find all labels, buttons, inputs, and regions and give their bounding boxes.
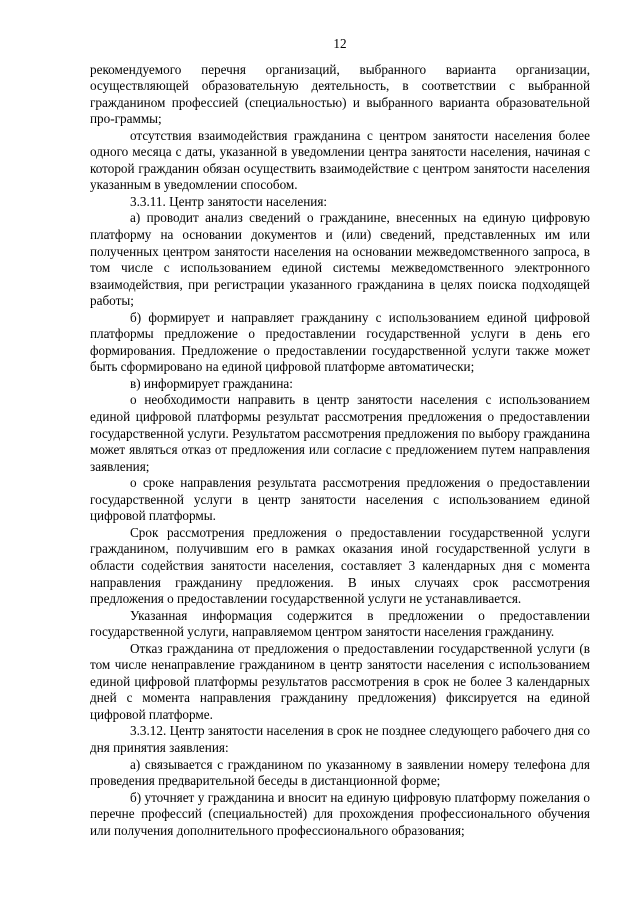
paragraph: а) связывается с гражданином по указанному в заявлении номеру телефона для проведения предварительной беседы в дистанционной форме; xyxy=(90,756,590,789)
section-heading: 3.3.11. Центр занятости населения: xyxy=(130,193,328,209)
section-heading: 3.3.12. Центр занятости населения в срок не позднее следующего рабочего дня со дня принятия заявления: xyxy=(90,723,590,755)
paragraph: Указанная информация содержится в предложении о предоставлении государственной услуги, направляемом центром занятости населения гражданину. xyxy=(90,607,590,640)
paragraph: рекомендуемого перечня организаций, выбранного варианта организации, осуществляющей образовательную деятельность, в соответствии с выбранной гражданином профессией (специальностью) и выбранного варианта образовательной про-граммы; xyxy=(90,61,590,127)
paragraph: Отказ гражданина от предложения о предоставлении государственной услуги (в том числе ненаправление гражданином в центр занятости населения с использованием единой цифровой платформы результатов рассмотрения в срок не более 3 календарных дней с момента направления гражданину предложения) фиксируется на единой цифровой платформе. xyxy=(90,640,590,722)
document-page xyxy=(90,36,590,839)
page-number: 12 xyxy=(333,36,347,51)
paragraph: б) формирует и направляет гражданину с использованием единой цифровой платформы предложение о предоставлении государственной услуги в день его формирования. Предложение о предоставлении государственной услуги также может быть сформировано на единой цифровой платформе автоматически; xyxy=(90,309,590,375)
paragraph: отсутствия взаимодействия гражданина с центром занятости населения более одного месяца с даты, указанной в уведомлении центра занятости населения, начиная с которой гражданин обязан осуществить взаимодействие с центром занятости населения указанным в уведомлении способом. xyxy=(90,127,590,193)
paragraph: о необходимости направить в центр занятости населения с использованием единой цифровой платформы результат рассмотрения предложения о предоставлении государственной услуги. Результатом рассмотрения предложения по выбору гражданина может являться отказ от предложения или согласие с предложением путем направления заявления; xyxy=(90,392,590,474)
paragraph: а) проводит анализ сведений о гражданине, внесенных на единую цифровую платформу на основании документов и (или) сведений, представленных им или полученных центром занятости населения на основании межведомственного запроса, в том числе с использованием единой системы межведомственного электронного взаимодействия, при регистрации указанного гражданина в целях поиска подходящей работы; xyxy=(90,210,590,309)
paragraph: б) уточняет у гражданина и вносит на единую цифровую платформу пожелания о перечне профессий (специальностей) для прохождения профессионального обучения или получения дополнительного профессионального образования; xyxy=(90,789,590,838)
paragraph: о сроке направления результата рассмотрения предложения о предоставлении государственной услуги в центр занятости населения с использованием единой цифровой платформы. xyxy=(90,475,590,524)
paragraph: в) информирует гражданина: xyxy=(130,375,293,391)
paragraph: Срок рассмотрения предложения о предоставлении государственной услуги гражданином, получившим его в рамках оказания иной государственной услуги в области содействия занятости населения, составляет 3 календарных дня с момента направления гражданину предложения. В иных случаях срок рассмотрения предложения о предоставлении государственной услуги не устанавливается. xyxy=(90,524,590,607)
